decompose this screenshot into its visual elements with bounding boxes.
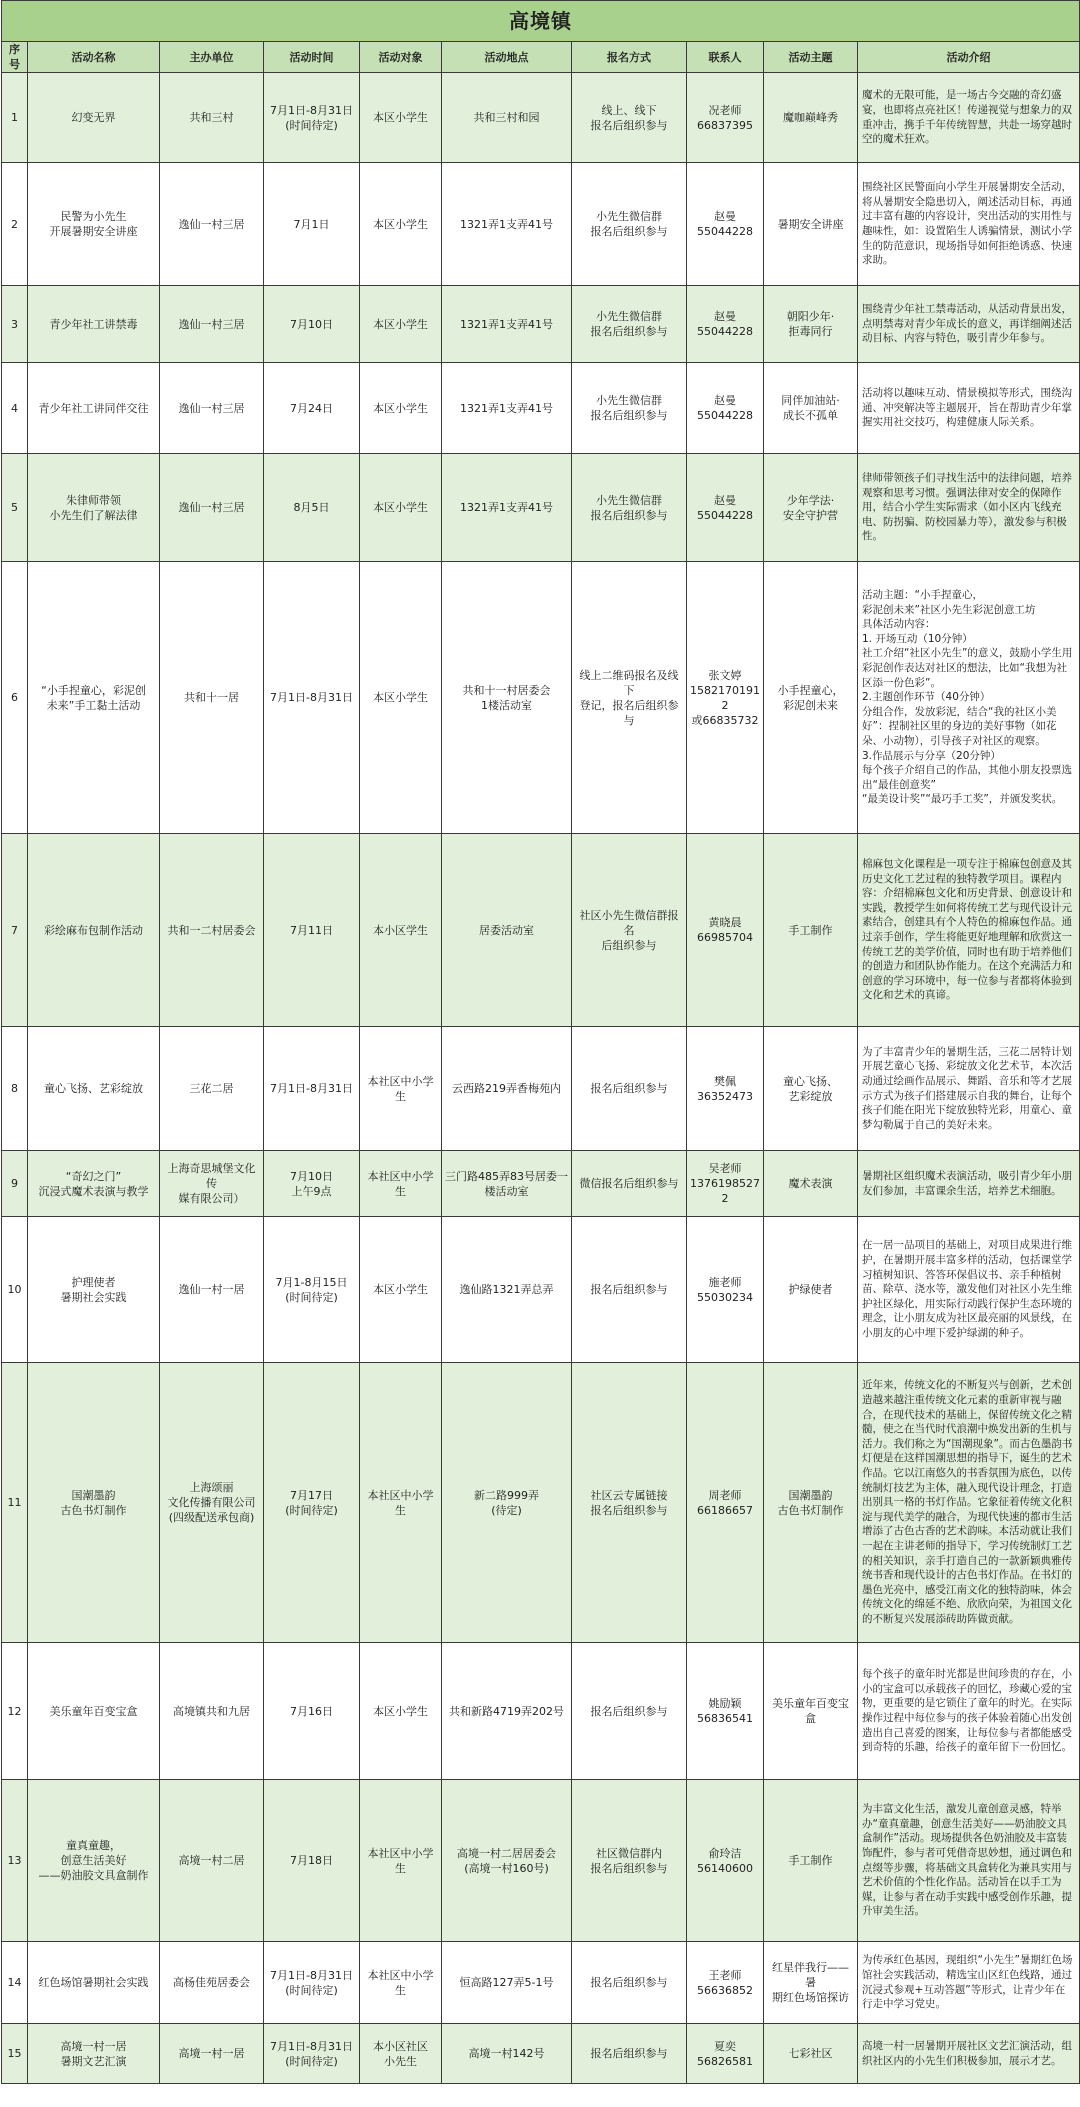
cell-theme: 朝阳少年· 拒毒同行 <box>764 286 858 363</box>
cell-host: 高境镇共和九居 <box>160 1643 264 1780</box>
sheet-title: 高境镇 <box>2 1 1080 42</box>
cell-time: 7月1日 <box>264 163 360 286</box>
cell-name: 红色场馆暑期社会实践 <box>28 1942 160 2024</box>
cell-theme: 红星伴我行——暑 期红色场馆探访 <box>764 1942 858 2024</box>
cell-desc: 为丰富文化生活，激发儿童创意灵感，特举办“童真童趣，创意生活美好——奶油胶文具盒制作”活动。现场提供各色奶油胶及丰富装饰配件，参与者可凭借奇思妙想，通过调色和点缀等步骤，将基础文具盒转化为兼具实用与艺术价值的个性化作品。活动旨在以手工为媒，让参与者在动手实践中感受创作乐趣，提升审美生活。 <box>858 1780 1080 1942</box>
cell-place: 1321弄1支弄41号 <box>442 363 572 454</box>
cell-signup: 小先生微信群 报名后组织参与 <box>572 286 687 363</box>
cell-target: 本区小学生 <box>360 1643 442 1780</box>
cell-place: 云西路219弄香梅苑内 <box>442 1027 572 1151</box>
cell-no: 11 <box>2 1363 28 1643</box>
cell-desc: 魔术的无限可能，是一场古今交融的奇幻盛宴，也即将点亮社区！传递视觉与想象力的双重冲击，携手千年传统智慧，共赴一场穿越时空的魔术狂欢。 <box>858 73 1080 163</box>
cell-desc: 活动主题：“小手捏童心， 彩泥创未来”社区小先生彩泥创意工坊 具体活动内容： 1. 开场互动（10分钟） 社工介绍“社区小先生”的意义，鼓励小学生用彩泥创作表达对社区的想法，比如“我想为社区添一份色彩”。 2.主题创作环节（40分钟） 分组合作，发放彩泥，结合“我的社区小美好”：捏制社区里的身边的美好事物（如花朵、小动物），引导孩子对社区的观察。 3.作品展示与分享（20分钟） 每个孩子介绍自己的作品，其他小朋友投票选出“最佳创意奖” “最美设计奖”“最巧手工奖”，并颁发奖状。 <box>858 562 1080 834</box>
header-cell-desc: 活动介绍 <box>858 42 1080 73</box>
cell-signup: 微信报名后组织参与 <box>572 1151 687 1217</box>
cell-contact: 姚励颖 56836541 <box>687 1643 764 1780</box>
cell-place: 新二路999弄 (待定) <box>442 1363 572 1643</box>
cell-time: 7月1日-8月31日 (时间待定) <box>264 1942 360 2024</box>
cell-contact: 赵曼 55044228 <box>687 363 764 454</box>
cell-place: 共和十一村居委会 1楼活动室 <box>442 562 572 834</box>
header-cell-name: 活动名称 <box>28 42 160 73</box>
cell-host: 共和一二村居委会 <box>160 834 264 1027</box>
activity-sheet <box>1 0 1079 2084</box>
cell-target: 本小区学生 <box>360 834 442 1027</box>
cell-no: 13 <box>2 1780 28 1942</box>
cell-name: 美乐童年百变宝盒 <box>28 1643 160 1780</box>
cell-desc: 律师带领孩子们寻找生活中的法律问题，培养观察和思考习惯。强调法律对安全的保障作用，结合小学生实际需求（如小区内飞线充电、防拐骗、防校园暴力等），激发参与积极性。 <box>858 454 1080 562</box>
cell-time: 7月17日 (时间待定) <box>264 1363 360 1643</box>
cell-host: 共和十一居 <box>160 562 264 834</box>
cell-signup: 报名后组织参与 <box>572 1217 687 1363</box>
cell-place: 三门路485弄83号居委一 楼活动室 <box>442 1151 572 1217</box>
header-cell-place: 活动地点 <box>442 42 572 73</box>
cell-no: 15 <box>2 2024 28 2084</box>
cell-place: 高境一村二居居委会 (高境一村160号) <box>442 1780 572 1942</box>
cell-name: 高境一村一居 暑期文艺汇演 <box>28 2024 160 2084</box>
cell-place: 1321弄1支弄41号 <box>442 163 572 286</box>
cell-contact: 赵曼 55044228 <box>687 454 764 562</box>
table-row <box>2 834 1080 1027</box>
cell-theme: 国潮墨韵 古色书灯制作 <box>764 1363 858 1643</box>
cell-host: 逸仙一村三居 <box>160 163 264 286</box>
cell-no: 10 <box>2 1217 28 1363</box>
cell-theme: 手工制作 <box>764 1780 858 1942</box>
cell-time: 7月16日 <box>264 1643 360 1780</box>
table-row <box>2 1942 1080 2024</box>
cell-no: 6 <box>2 562 28 834</box>
cell-place: 高境一村142号 <box>442 2024 572 2084</box>
cell-theme: 护绿使者 <box>764 1217 858 1363</box>
cell-no: 12 <box>2 1643 28 1780</box>
table-row <box>2 1151 1080 1217</box>
cell-time: 7月1日-8月31日 (时间待定) <box>264 73 360 163</box>
title-row <box>2 1 1080 42</box>
header-cell-signup: 报名方式 <box>572 42 687 73</box>
cell-theme: 同伴加油站· 成长不孤单 <box>764 363 858 454</box>
cell-signup: 报名后组织参与 <box>572 1942 687 2024</box>
header-cell-contact: 联系人 <box>687 42 764 73</box>
cell-target: 本区小学生 <box>360 454 442 562</box>
table-row <box>2 1363 1080 1643</box>
cell-host: 三花二居 <box>160 1027 264 1151</box>
cell-name: 童真童趣， 创意生活美好 ——奶油胶文具盒制作 <box>28 1780 160 1942</box>
cell-target: 本社区中小学生 <box>360 1027 442 1151</box>
cell-target: 本区小学生 <box>360 286 442 363</box>
cell-time: 7月10日 <box>264 286 360 363</box>
cell-contact: 赵曼 55044228 <box>687 286 764 363</box>
cell-target: 本区小学生 <box>360 1217 442 1363</box>
cell-signup: 社区小先生微信群报名 后组织参与 <box>572 834 687 1027</box>
cell-contact: 张文婷 15821701912 或66835732 <box>687 562 764 834</box>
cell-desc: 在一居一品项目的基础上，对项目成果进行维护，在暑期开展丰富多样的活动，包括课堂学习植树知识、答答环保倡议书、亲手种植树苗、除草、浇水等，激发他们对社区小先生维护社区绿化，用实际行动践行保护生态环境的理念，让小朋友成为社区最亮丽的风景线，在小朋友的心中埋下爱护绿湖的种子。 <box>858 1217 1080 1363</box>
table-row <box>2 1027 1080 1151</box>
cell-target: 本区小学生 <box>360 363 442 454</box>
cell-name: 彩绘麻布包制作活动 <box>28 834 160 1027</box>
cell-contact: 王老师 56636852 <box>687 1942 764 2024</box>
cell-no: 14 <box>2 1942 28 2024</box>
header-cell-time: 活动时间 <box>264 42 360 73</box>
cell-target: 本社区中小学生 <box>360 1151 442 1217</box>
cell-host: 高境一村一居 <box>160 2024 264 2084</box>
cell-contact: 俞玲洁 56140600 <box>687 1780 764 1942</box>
cell-name: 童心飞扬、艺彩绽放 <box>28 1027 160 1151</box>
cell-signup: 线上、线下 报名后组织参与 <box>572 73 687 163</box>
cell-host: 逸仙一村三居 <box>160 363 264 454</box>
cell-signup: 报名后组织参与 <box>572 1643 687 1780</box>
cell-target: 本小区社区 小先生 <box>360 2024 442 2084</box>
cell-theme: 魔咖巅峰秀 <box>764 73 858 163</box>
cell-no: 8 <box>2 1027 28 1151</box>
cell-time: 7月1-8月15日 (时间待定) <box>264 1217 360 1363</box>
header-cell-no: 序号 <box>2 42 28 73</box>
cell-place: 恒高路127弄5-1号 <box>442 1942 572 2024</box>
cell-desc: 高境一村一居暑期开展社区文艺汇演活动，组织社区内的小先生们积极参加，展示才艺。 <box>858 2024 1080 2084</box>
cell-time: 7月1日-8月31日 <box>264 1027 360 1151</box>
cell-no: 9 <box>2 1151 28 1217</box>
cell-name: 青少年社工讲同伴交往 <box>28 363 160 454</box>
cell-place: 1321弄1支弄41号 <box>442 286 572 363</box>
cell-time: 7月1日-8月31日 (时间待定) <box>264 2024 360 2084</box>
cell-name: 青少年社工讲禁毒 <box>28 286 160 363</box>
cell-place: 1321弄1支弄41号 <box>442 454 572 562</box>
cell-signup: 小先生微信群 报名后组织参与 <box>572 363 687 454</box>
cell-desc: 围绕青少年社工禁毒活动，从活动背景出发，点明禁毒对青少年成长的意义，再详细阐述活动目标、内容与特色，吸引青少年参与。 <box>858 286 1080 363</box>
cell-signup: 社区云专属链接 报名后组织参与 <box>572 1363 687 1643</box>
cell-time: 7月18日 <box>264 1780 360 1942</box>
header-cell-host: 主办单位 <box>160 42 264 73</box>
cell-target: 本社区中小学生 <box>360 1780 442 1942</box>
cell-host: 上海奇思城堡文化传 媒有限公司） <box>160 1151 264 1217</box>
table-row <box>2 1643 1080 1780</box>
cell-signup: 报名后组织参与 <box>572 2024 687 2084</box>
cell-name: 护理使者 暑期社会实践 <box>28 1217 160 1363</box>
table-row <box>2 73 1080 163</box>
cell-time: 8月5日 <box>264 454 360 562</box>
cell-name: 国潮墨韵 古色书灯制作 <box>28 1363 160 1643</box>
cell-no: 5 <box>2 454 28 562</box>
cell-theme: 魔术表演 <box>764 1151 858 1217</box>
cell-time: 7月10日 上午9点 <box>264 1151 360 1217</box>
cell-time: 7月11日 <box>264 834 360 1027</box>
cell-host: 逸仙一村一居 <box>160 1217 264 1363</box>
cell-contact: 黄晓晨 66985704 <box>687 834 764 1027</box>
cell-contact: 樊佩 36352473 <box>687 1027 764 1151</box>
cell-time: 7月24日 <box>264 363 360 454</box>
table-row <box>2 286 1080 363</box>
cell-contact: 吴老师 13761985272 <box>687 1151 764 1217</box>
cell-signup: 小先生微信群 报名后组织参与 <box>572 163 687 286</box>
cell-theme: 少年学法· 安全守护营 <box>764 454 858 562</box>
table-row <box>2 2024 1080 2084</box>
cell-name: 朱律师带领 小先生们了解法律 <box>28 454 160 562</box>
cell-host: 逸仙一村三居 <box>160 454 264 562</box>
cell-name: “奇幻之门” 沉浸式魔术表演与教学 <box>28 1151 160 1217</box>
header-cell-target: 活动对象 <box>360 42 442 73</box>
cell-desc: 暑期社区组织魔术表演活动，吸引青少年小朋友们参加，丰富课余生活，培养艺术细胞。 <box>858 1151 1080 1217</box>
header-row <box>2 42 1080 73</box>
cell-host: 共和三村 <box>160 73 264 163</box>
cell-desc: 活动将以趣味互动、情景模拟等形式，围绕沟通、冲突解决等主题展开，旨在帮助青少年掌握实用社交技巧，构建健康人际关系。 <box>858 363 1080 454</box>
cell-place: 共和新路4719弄202号 <box>442 1643 572 1780</box>
cell-desc: 围绕社区民警面向小学生开展暑期安全活动，将从暑期安全隐患切入，阐述活动目标，再通过丰富有趣的内容设计，突出活动的实用性与趣味性，如：设置陷生人诱骗情景，测试小学生的防范意识，现场指导如何拒绝诱惑、快速求助。 <box>858 163 1080 286</box>
cell-host: 高境一村二居 <box>160 1780 264 1942</box>
cell-desc: 为传承红色基因，现组织“小先生”暑期红色场馆社会实践活动，精选宝山区红色线路，通过沉浸式参观+互动答题”等形式，让青少年在行走中学习党史。 <box>858 1942 1080 2024</box>
cell-contact: 夏奕 56826581 <box>687 2024 764 2084</box>
cell-signup: 报名后组织参与 <box>572 1027 687 1151</box>
table-row <box>2 163 1080 286</box>
cell-no: 3 <box>2 286 28 363</box>
table-row <box>2 363 1080 454</box>
cell-theme: 手工制作 <box>764 834 858 1027</box>
cell-contact: 况老师 66837395 <box>687 73 764 163</box>
cell-place: 居委活动室 <box>442 834 572 1027</box>
cell-place: 逸仙路1321弄总弄 <box>442 1217 572 1363</box>
cell-signup: 小先生微信群 报名后组织参与 <box>572 454 687 562</box>
cell-desc: 棉麻包文化课程是一项专注于棉麻包创意及其历史文化工艺过程的独特教学项目。课程内容：介绍棉麻包文化和历史背景、创意设计和实践，教授学生如何将传统工艺与现代设计元素结合，创建具有个人特色的棉麻包作品。通过亲手创作，学生将能更好地理解和欣赏这一传统工艺的美学价值，同时也有助于培养他们的创造力和团队协作能力。在这个充满活力和创意的学习环境中，每一位参与者都将体验到文化和艺术的真谛。 <box>858 834 1080 1027</box>
cell-theme: 暑期安全讲座 <box>764 163 858 286</box>
cell-theme: 美乐童年百变宝盒 <box>764 1643 858 1780</box>
cell-no: 7 <box>2 834 28 1027</box>
cell-no: 1 <box>2 73 28 163</box>
cell-target: 本社区中小学生 <box>360 1363 442 1643</box>
cell-host: 上海颂丽 文化传播有限公司 (四级配送承包商) <box>160 1363 264 1643</box>
table-row <box>2 1780 1080 1942</box>
cell-target: 本区小学生 <box>360 562 442 834</box>
cell-name: 幻变无界 <box>28 73 160 163</box>
cell-name: 民警为小先生 开展暑期安全讲座 <box>28 163 160 286</box>
cell-host: 高杨佳苑居委会 <box>160 1942 264 2024</box>
cell-theme: 童心飞扬、 艺彩绽放 <box>764 1027 858 1151</box>
cell-desc: 为了丰富青少年的暑期生活，三花二居特计划开展艺童心飞扬、彩绽放文化艺术节，本次活动通过绘画作品展示、舞蹈、音乐和等才艺展示方式为孩子们搭建展示自我的舞台，让每个孩子们能在阳光下绽放独特光彩，用童心、童梦勾勒属于自己的美好未来。 <box>858 1027 1080 1151</box>
cell-host: 逸仙一村三居 <box>160 286 264 363</box>
cell-contact: 周老师 66186657 <box>687 1363 764 1643</box>
cell-no: 4 <box>2 363 28 454</box>
cell-contact: 赵曼 55044228 <box>687 163 764 286</box>
header-cell-theme: 活动主题 <box>764 42 858 73</box>
cell-target: 本区小学生 <box>360 163 442 286</box>
cell-target: 本社区中小学生 <box>360 1942 442 2024</box>
cell-time: 7月1日-8月31日 <box>264 562 360 834</box>
cell-signup: 社区微信群内 报名后组织参与 <box>572 1780 687 1942</box>
cell-name: “小手捏童心，彩泥创 未来”手工黏土活动 <box>28 562 160 834</box>
table-row <box>2 454 1080 562</box>
cell-no: 2 <box>2 163 28 286</box>
cell-signup: 线上二维码报名及线下 登记，报名后组织参与 <box>572 562 687 834</box>
cell-place: 共和三村和园 <box>442 73 572 163</box>
cell-theme: 七彩社区 <box>764 2024 858 2084</box>
cell-theme: 小手捏童心， 彩泥创未来 <box>764 562 858 834</box>
cell-contact: 施老师 55030234 <box>687 1217 764 1363</box>
table-row <box>2 562 1080 834</box>
cell-desc: 每个孩子的童年时光都是世间珍贵的存在，小小的宝盒可以承载孩子的回忆，珍藏心爱的宝物，更重要的是它锁住了童年的时光。在实际操作过程中每位参与的孩子体验着随心出发创造出自己喜爱的图案，让每位参与者都能感受到奇特的乐趣，给孩子的童年留下一份回忆。 <box>858 1643 1080 1780</box>
cell-desc: 近年来，传统文化的不断复兴与创新，艺术创造越来越注重传统文化元素的重新审视与融合，在现代技术的基础上，保留传统文化之精髓，使之在当代时代浪潮中焕发出新的生机与活力。我们称之为“国潮现象”。而古色墨韵书灯便是在这样国潮思想的指导下，诞生的艺术作品。它以江南悠久的书香氛围为底色，以传统制灯技艺为主体，融入现代设计理念，打造出别具一格的书灯作品。它象征着传统文化积淀与现代美学的融合，为现代快速的都市生活增添了古色古香的艺术韵味。本活动就让我们一起在主讲老师的指导下，学习传统制灯工艺的相关知识，亲手打造自己的一款新颖典雅传统书香和现代设计的古色书灯作品。在书灯的墨色光亮中，感受江南文化的独特韵味，体会传统文化的绵延不绝、欣欣向荣，为祖国文化的不断复兴发展添砖助阵做贡献。 <box>858 1363 1080 1643</box>
table-row <box>2 1217 1080 1363</box>
cell-target: 本区小学生 <box>360 73 442 163</box>
activity-table <box>1 0 1080 2084</box>
